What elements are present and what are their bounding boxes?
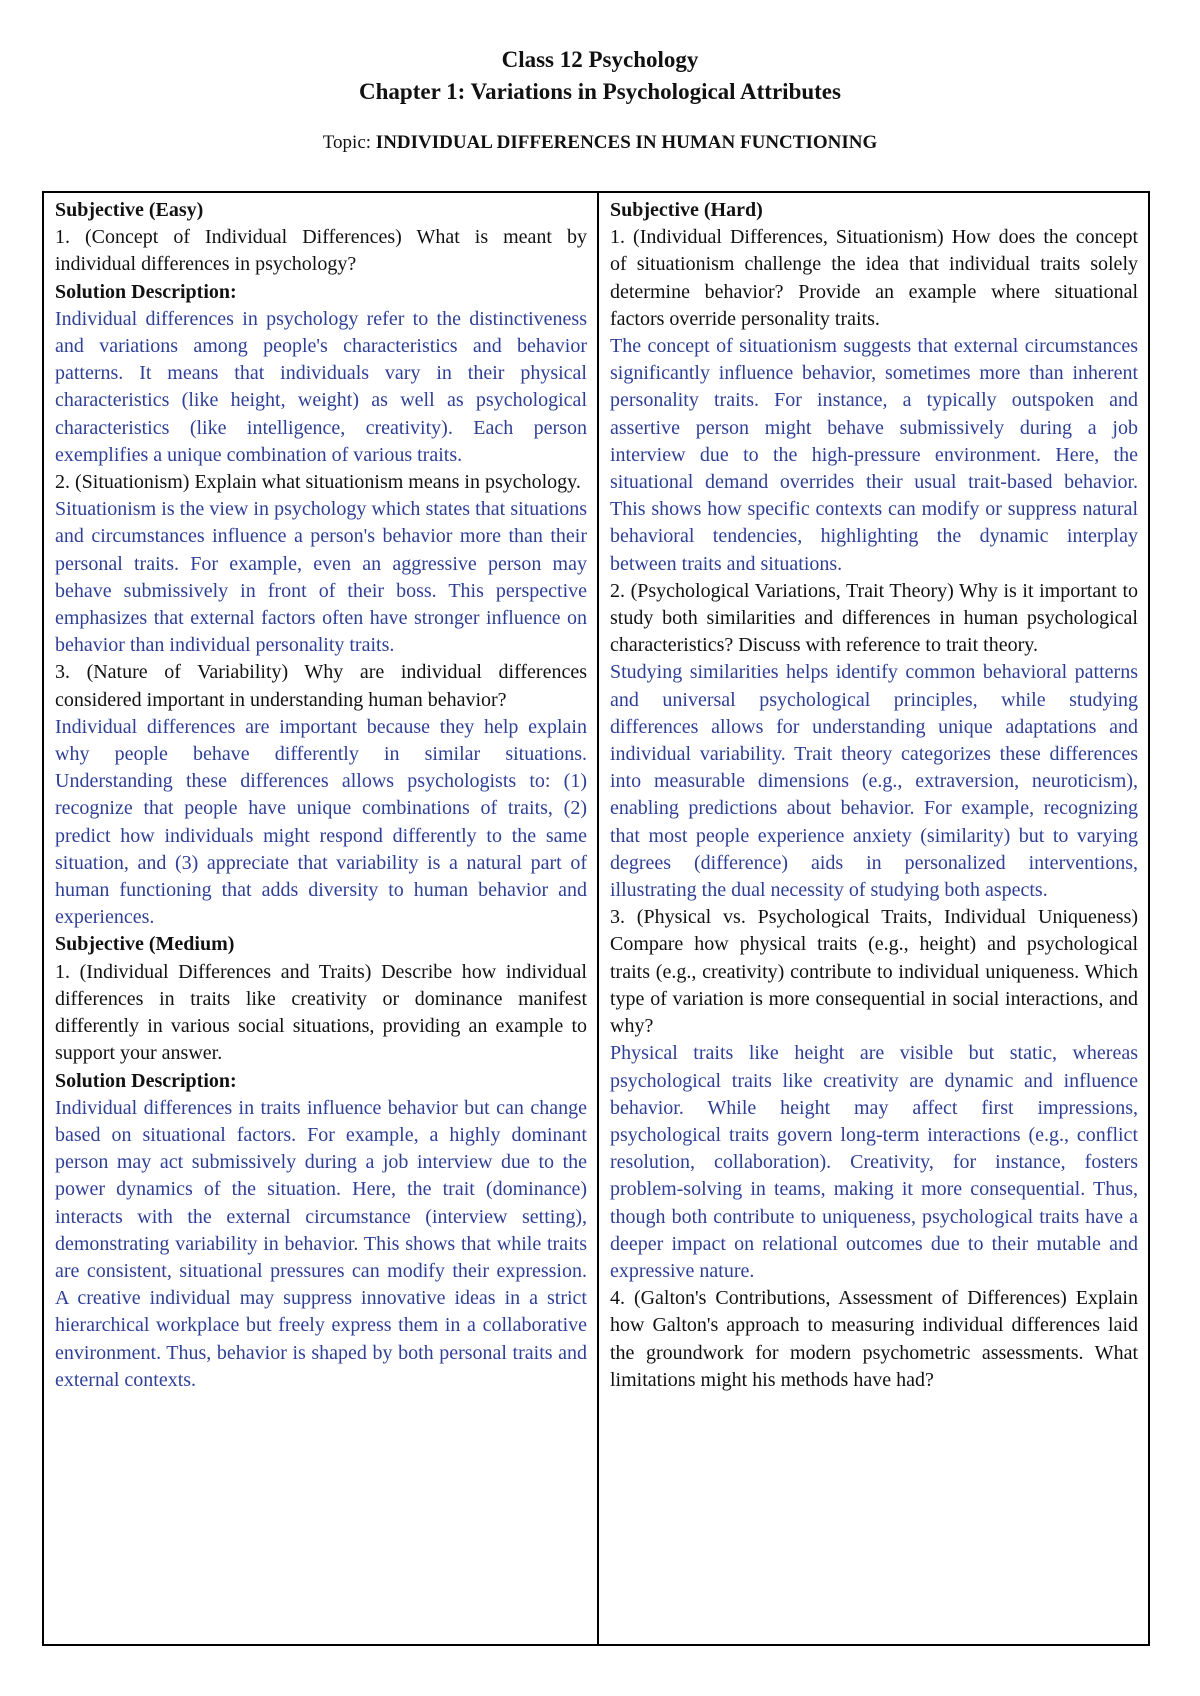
easy-answer-1: Individual differences in psychology refer to the distinctiveness and variations among people's characteristics and behavior patterns. It means that individuals vary in their physical characteristics (like height, weight) as well as psychological characteristics (like intelligence, creativity). Each person exemplifies a unique combination of various traits. xyxy=(55,307,587,466)
question-table xyxy=(42,191,1150,1646)
hard-answer-1: The concept of situationism suggests that external circumstances significantly influence behavior, sometimes more than inherent personality traits. For instance, a typically outspoken and assertive person might behave submissively during a job interview due to the high-pressure environment. Here, the situational demand overrides their usual trait-based behavior. This shows how specific contexts can modify or suppress natural behavioral tendencies, highlighting the dynamic interplay between traits and situations. xyxy=(610,335,1138,575)
hard-question-2: 2. (Psychological Variations, Trait Theory) Why is it important to study both similarities and differences in human psychological characteristics? Discuss with reference to trait theory. xyxy=(610,579,1138,657)
hard-heading: Subjective (Hard) xyxy=(610,199,763,221)
hard-question-1: 1. (Individual Differences, Situationism) How does the concept of situationism challenge the idea that individual traits solely determine behavior? Provide an example where situational factors override personality traits. xyxy=(610,226,1138,330)
hard-answer-2: Studying similarities helps identify common behavioral patterns and universal psychological principles, while studying differences allows for understanding unique adaptations and individual variability. Trait theory categorizes these differences into measurable dimensions (e.g., extraversion, neuroticism), enabling predictions about behavior. For example, recognizing that most people experience anxiety (similarity) but to varying degrees (difference) aids in personalized interventions, illustrating the dual necessity of studying both aspects. xyxy=(610,661,1138,902)
easy-question-1: 1. (Concept of Individual Differences) What is meant by individual differences in psychology? xyxy=(55,226,587,276)
hard-question-4: 4. (Galton's Contributions, Assessment of Differences) Explain how Galton's approach to measuring individual differences laid the groundwork for modern psychometric assessments. What limitations might his methods have had? xyxy=(610,1287,1138,1391)
easy-answer-3: Individual differences are important because they help explain why people behave differently in similar situations. Understanding these differences allows psychologists to: (1) recognize that people have unique combinations of traits, (2) predict how individuals might respond differently to the same situation, and (3) appreciate that variability is a natural part of human functioning that adds diversity to human behavior and experiences. xyxy=(55,715,587,929)
topic-title: INDIVIDUAL DIFFERENCES IN HUMAN FUNCTIONING xyxy=(375,132,878,153)
hard-answer-3: Physical traits like height are visible but static, whereas psychological traits like creativity are dynamic and influence behavior. While height may affect first impressions, psychological traits govern long-term interactions (e.g., conflict resolution, collaboration). Creativity, for instance, fosters problem-solving in teams, making it more consequential. Thus, though both contribute to uniqueness, psychological traits have a deeper impact on relational outcomes due to their mutable and expressive nature. xyxy=(610,1042,1138,1282)
easy-heading: Subjective (Easy) xyxy=(55,199,204,221)
medium-question-1: 1. (Individual Differences and Traits) Describe how individual differences in traits like creativity or dominance manifest differently in various social situations, providing an example to support your answer. xyxy=(55,960,587,1065)
easy-answer-2: Situationism is the view in psychology which states that situations and circumstances influence a person's behavior more than their personal traits. For example, even an aggressive person may behave submissively in front of their boss. This perspective emphasizes that external factors often have stronger influence on behavior than individual personality traits. xyxy=(55,498,587,657)
medium-heading: Subjective (Medium) xyxy=(55,933,235,956)
solution-label: Solution Description: xyxy=(55,280,237,303)
document-header xyxy=(0,0,1200,156)
topic-label: Topic: xyxy=(322,132,372,153)
topic-line xyxy=(0,130,1200,156)
hard-question-3: 3. (Physical vs. Psychological Traits, Individual Uniqueness) Compare how physical traits (e.g., height) and psychological traits (e.g., creativity) contribute to individual uniqueness. Which type of variation is more consequential in social interactions, and why? xyxy=(610,906,1138,1038)
easy-question-3: 3. (Nature of Variability) Why are individual differences considered important in understanding human behavior? xyxy=(55,661,587,711)
easy-question-2: 2. (Situationism) Explain what situationism means in psychology. xyxy=(55,471,581,494)
right-column xyxy=(599,193,1148,1644)
chapter-title: Chapter 1: Variations in Psychological Attributes xyxy=(359,79,841,104)
medium-answer-1: Individual differences in traits influence behavior but can change based on situational factors. For example, a highly dominant person may act submissively during a job interview due to the power dynamics of the situation. Here, the trait (dominance) interacts with the external circumstance (interview setting), demonstrating variability in behavior. This shows that while traits are consistent, situational pressures can modify their expression. A creative individual may suppress innovative ideas in a strict hierarchical workplace but freely express them in a collaborative environment. Thus, behavior is shaped by both personal traits and external contexts. xyxy=(55,1096,587,1391)
left-column xyxy=(44,193,599,1644)
solution-label: Solution Description: xyxy=(55,1069,237,1092)
document-title: Class 12 Psychology xyxy=(501,47,699,72)
